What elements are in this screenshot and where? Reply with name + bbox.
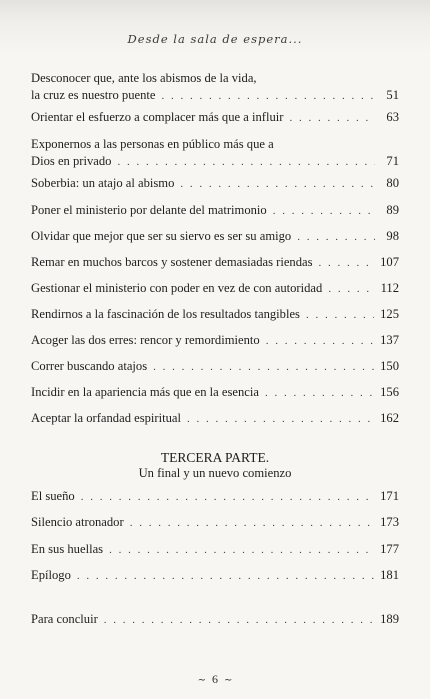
dot-leader bbox=[297, 229, 375, 246]
dot-leader bbox=[265, 385, 374, 402]
toc-entry-page: 107 bbox=[380, 255, 399, 269]
toc-entry-title: El sueño bbox=[31, 489, 75, 503]
toc-entry-title: Orientar el esfuerzo a complacer más que a influir bbox=[31, 110, 284, 124]
toc-entry-title: Para concluir bbox=[31, 612, 98, 626]
toc-entry-page: 125 bbox=[380, 307, 399, 321]
dot-leader bbox=[328, 281, 374, 298]
toc-entry-title: Incidir en la apariencia más que en la esencia bbox=[31, 385, 259, 399]
toc-entry bbox=[31, 70, 399, 105]
toc-entry bbox=[31, 488, 399, 506]
toc-entry-title: Acoger las dos erres: rencor y remordimiento bbox=[31, 333, 260, 347]
dot-leader bbox=[104, 612, 374, 629]
dot-leader bbox=[153, 359, 374, 376]
toc-entry-page: 162 bbox=[380, 411, 399, 425]
toc-entry bbox=[31, 611, 399, 629]
toc-entry bbox=[31, 109, 399, 127]
toc-entry bbox=[31, 228, 399, 246]
section-title: TERCERA PARTE. bbox=[160, 450, 270, 465]
toc-entry-page: 171 bbox=[380, 489, 399, 503]
toc-entry-page: 63 bbox=[386, 110, 399, 124]
dot-leader bbox=[180, 176, 375, 193]
toc-entry bbox=[31, 175, 399, 193]
toc-entry-title: Soberbia: un atajo al abismo bbox=[31, 176, 175, 190]
dot-leader bbox=[306, 307, 374, 324]
toc-entry bbox=[31, 332, 399, 350]
toc-entry bbox=[31, 306, 399, 324]
toc-entry bbox=[31, 280, 399, 298]
toc-entry-title-line1: Exponernos a las personas en público más que a bbox=[31, 137, 274, 151]
toc-entry-title: Rendirnos a la fascinación de los resultados tangibles bbox=[31, 307, 300, 321]
dot-leader bbox=[109, 542, 374, 559]
toc-entry-page: 181 bbox=[380, 568, 399, 582]
toc-entry-page: 173 bbox=[380, 515, 399, 529]
dot-leader bbox=[289, 110, 375, 127]
toc-entry-page: 150 bbox=[380, 359, 399, 373]
toc-entry bbox=[31, 514, 399, 532]
toc-entry bbox=[31, 254, 399, 272]
section-subtitle: Un final y un nuevo comienzo bbox=[138, 466, 292, 480]
dot-leader bbox=[81, 489, 374, 506]
toc-entry bbox=[31, 410, 399, 428]
toc-entry-page: 80 bbox=[386, 176, 399, 190]
toc-entry-title: Remar en muchos barcos y sostener demasiadas riendas bbox=[31, 255, 313, 269]
dot-leader bbox=[273, 203, 375, 220]
ornament-right-icon: ∼ bbox=[224, 675, 233, 686]
toc-entry-page: 51 bbox=[386, 88, 399, 102]
toc-entry-title: Epílogo bbox=[31, 568, 71, 582]
toc-entry-page: 112 bbox=[380, 281, 399, 295]
toc-entry bbox=[31, 541, 399, 559]
toc-entry-page: 89 bbox=[386, 203, 399, 217]
dot-leader bbox=[130, 515, 374, 532]
page-number bbox=[0, 672, 430, 687]
running-header: Desde la sala de espera... bbox=[127, 32, 303, 46]
toc-entry-page: 189 bbox=[380, 612, 399, 626]
toc-entry bbox=[31, 136, 399, 171]
toc-entry-page: 71 bbox=[386, 154, 399, 168]
toc-entry-title: Silencio atronador bbox=[31, 515, 124, 529]
dot-leader bbox=[187, 411, 374, 428]
toc-entry-title: Correr buscando atajos bbox=[31, 359, 148, 373]
page-number-value: 6 bbox=[212, 672, 218, 686]
dot-leader bbox=[266, 333, 374, 350]
toc-entry-page: 137 bbox=[380, 333, 399, 347]
toc-entry bbox=[31, 384, 399, 402]
toc-entry-title: Gestionar el ministerio con poder en vez de con autoridad bbox=[31, 281, 323, 295]
toc-entry bbox=[31, 567, 399, 585]
toc-entry-title: la cruz es nuestro puente bbox=[31, 88, 156, 102]
ornament-left-icon: ∼ bbox=[197, 675, 206, 686]
toc-entry-title: Aceptar la orfandad espiritual bbox=[31, 411, 182, 425]
toc-entry-title-line1: Desconocer que, ante los abismos de la vida, bbox=[31, 71, 257, 85]
toc-entry bbox=[31, 358, 399, 376]
dot-leader bbox=[77, 568, 374, 585]
toc-entry-title: Poner el ministerio por delante del matrimonio bbox=[31, 203, 267, 217]
toc-entry-title: Dios en privado bbox=[31, 154, 112, 168]
dot-leader bbox=[162, 88, 376, 105]
toc-entry-page: 98 bbox=[386, 229, 399, 243]
dot-leader bbox=[117, 154, 375, 171]
toc-entry-page: 156 bbox=[380, 385, 399, 399]
toc-entry-title: En sus huellas bbox=[31, 542, 104, 556]
dot-leader bbox=[319, 255, 375, 272]
toc-entry-page: 177 bbox=[380, 542, 399, 556]
toc-entry-title: Olvidar que mejor que ser su siervo es ser su amigo bbox=[31, 229, 292, 243]
toc-entry bbox=[31, 202, 399, 220]
